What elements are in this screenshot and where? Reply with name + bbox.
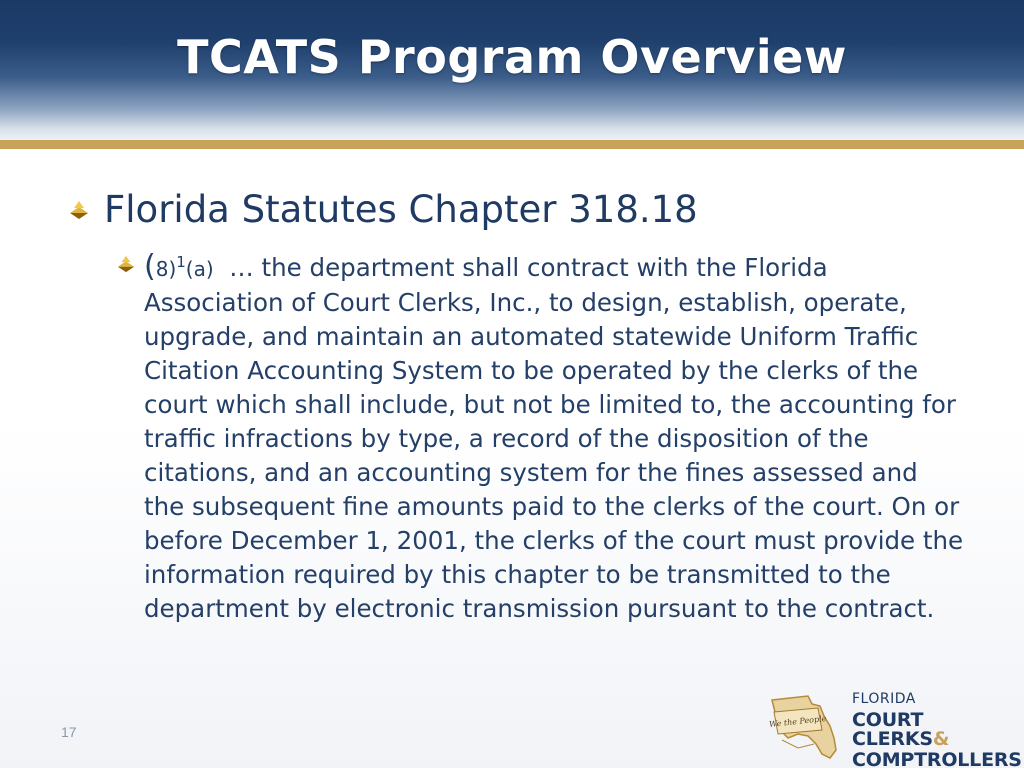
- clerks-logo: [768, 690, 1022, 771]
- header-rule: [0, 140, 1024, 149]
- page-number: 17: [61, 724, 77, 740]
- bullet-level2-text: [144, 250, 964, 626]
- florida-seal-icon: [768, 690, 846, 762]
- bullet-level1: [68, 188, 968, 232]
- statute-subsection: (a): [185, 257, 214, 281]
- slide-title: TCATS Program Overview: [177, 30, 847, 84]
- bullet-level1-text: Florida Statutes Chapter 318.18: [104, 188, 698, 231]
- arrow-bullet-icon: [68, 199, 90, 221]
- logo-line-comptrollers: COMPTROLLERS: [852, 749, 1022, 771]
- statute-paren: (: [144, 249, 156, 284]
- statute-body: … the department shall contract with the Florida Association of Court Clerks, Inc., to design, establish, operate, upgrade, and maintain an automated statewide Uniform Traffic Citation Accounting System to be operated by the clerks of the court which shall include, but not be limited to, the accounting for traffic infractions by type, a record of the disposition of the citations, and an accounting system for the fines assessed and the subsequent fine amounts paid to the clerks of the court. On or before December 1, 2001, the clerks of the court must provide the information required by this chapter to be transmitted to the department by electronic transmission pursuant to the contract.: [144, 253, 964, 623]
- seal-text: We the People: [768, 714, 827, 729]
- arrow-bullet-icon: [116, 254, 136, 274]
- logo-wordmark: [852, 690, 1022, 770]
- statute-superscript: 1: [176, 252, 186, 271]
- logo-line-court-clerks: [852, 711, 1022, 749]
- logo-court-clerks-text: COURT CLERKS: [852, 709, 933, 750]
- bullet-level2: [116, 250, 976, 626]
- statute-number: 8): [155, 257, 177, 281]
- logo-line-florida: FLORIDA: [852, 691, 916, 707]
- logo-ampersand: &: [932, 728, 950, 750]
